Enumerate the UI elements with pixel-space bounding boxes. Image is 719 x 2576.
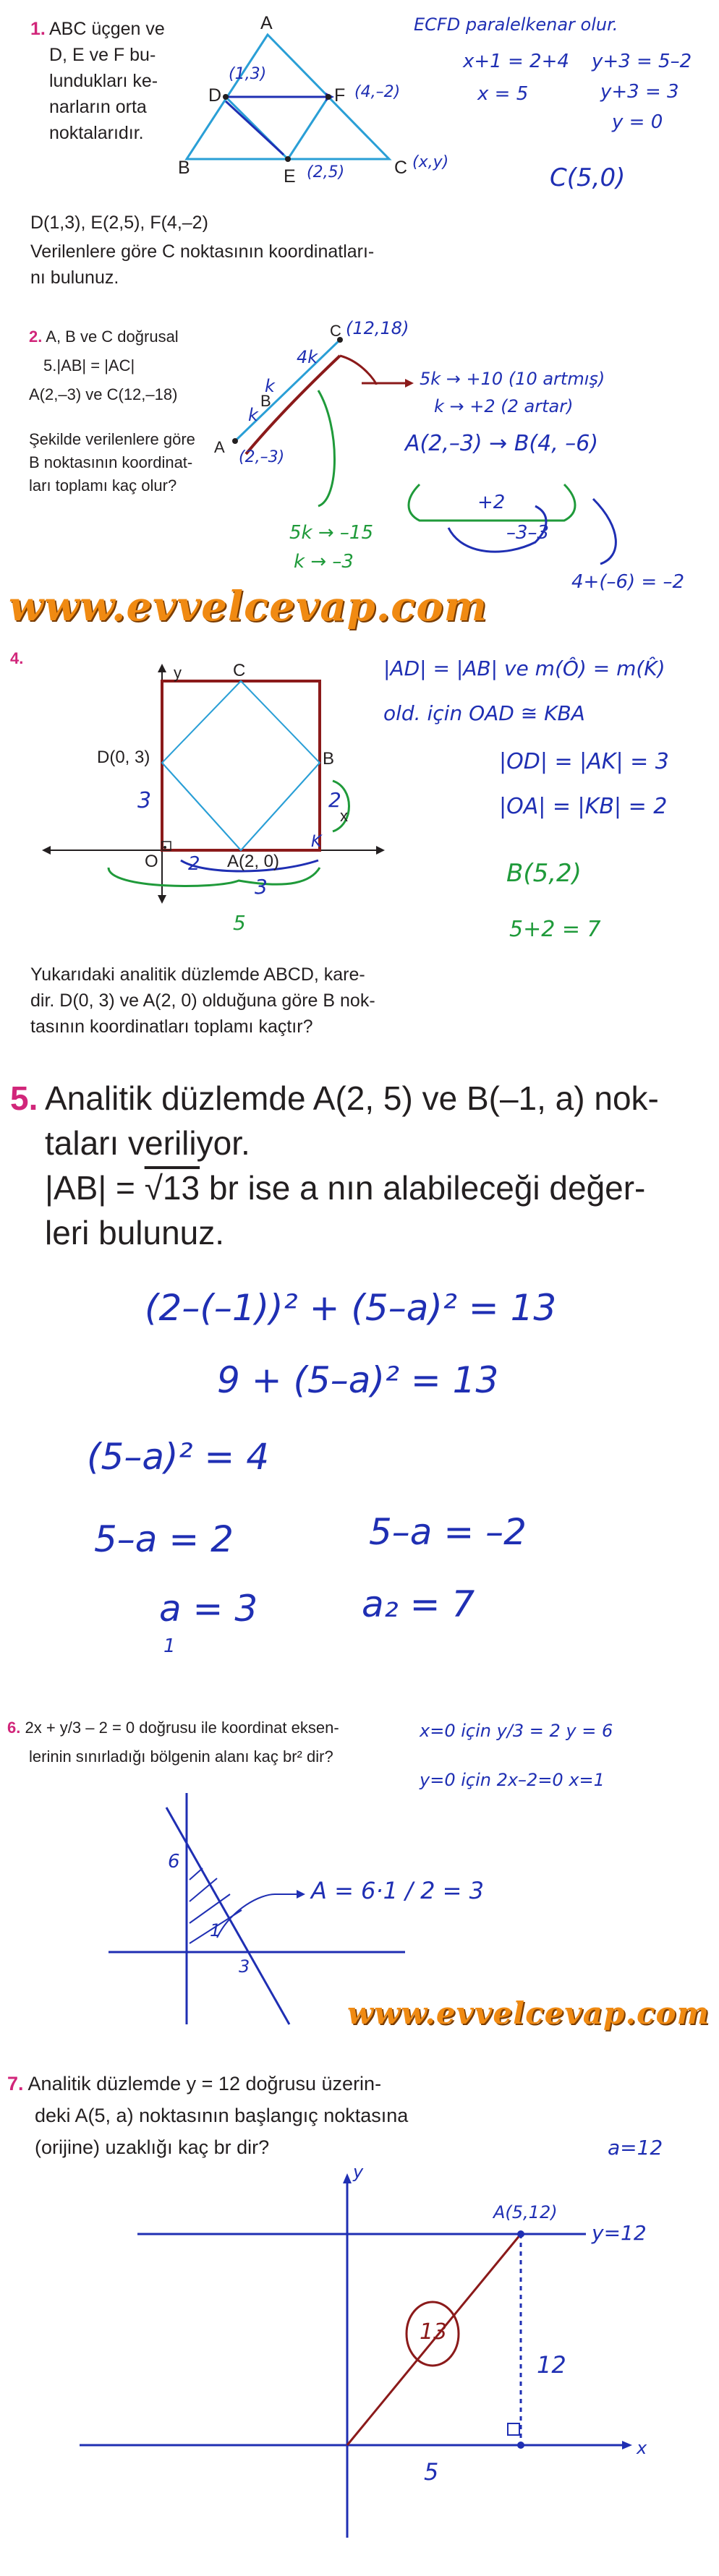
- q2-line: A, B ve C doğrusal: [46, 328, 179, 346]
- q1-label-d: D: [208, 85, 222, 106]
- hw-q6-three: 3: [239, 1956, 250, 1977]
- hw-q1-d: (1,3): [229, 65, 267, 83]
- q7-line: Analitik düzlemde y = 12 doğrusu üzerin-: [27, 2073, 382, 2094]
- q4-question-line: tasının koordinatları toplamı kaçtır?: [30, 1017, 313, 1037]
- hw-q1-answer: C(5,0): [550, 163, 626, 192]
- hw-q2-g2: k → –3: [294, 551, 354, 573]
- q4-axis-x: x: [340, 807, 348, 825]
- q5-ab-label: |AB| =: [45, 1169, 135, 1207]
- q2-label-c: C: [330, 322, 341, 340]
- hw-q2-c: (12,18): [346, 318, 409, 338]
- q5-line: leri bulunuz.: [45, 1214, 225, 1251]
- hw-q4-three2: 3: [255, 875, 268, 899]
- q1-label-b: B: [178, 158, 190, 178]
- q2-line: A(2,–3) ve C(12,–18): [29, 385, 178, 403]
- hw-q2-g1: 5k → –15: [289, 522, 373, 544]
- hw-q4-l3: |OD| = |AK| = 3: [499, 749, 669, 774]
- q5-line: taları veriliyor.: [45, 1124, 250, 1162]
- question-4-number: 4.: [10, 649, 24, 667]
- q2-question-line: ları toplamı kaç olur?: [29, 476, 177, 495]
- hw-q2-4k: 4k: [297, 347, 318, 367]
- hw-q5-e6: a = 3: [159, 1588, 258, 1630]
- q4-label-a: A(2, 0): [227, 852, 280, 871]
- hw-q7-horizontal: 5: [424, 2458, 439, 2486]
- hw-q5-e7: a₂ = 7: [362, 1583, 475, 1625]
- q2-question-line: B noktasının koordinat-: [29, 453, 193, 471]
- hw-q7-line-label: y=12: [592, 2221, 647, 2245]
- q7-line: deki A(5, a) noktasının başlangıç noktasına: [35, 2105, 409, 2126]
- hw-q2-plus2: +2: [477, 492, 506, 513]
- q4-question-line: Yukarıdaki analitik düzlemde ABCD, kare-: [30, 964, 365, 985]
- hw-q4-l4: |OA| = |KB| = 2: [499, 794, 668, 819]
- hw-q5-e2: 9 + (5–a)² = 13: [217, 1359, 499, 1401]
- hw-q1-c: (x,y): [412, 153, 449, 171]
- q5-line: Analitik düzlemde A(2, 5) ve B(–1, a) nok-: [45, 1079, 659, 1117]
- hw-q2-a: (2,–3): [239, 448, 285, 466]
- hw-q4-l1: |AD| = |AB| ve m(Ô) = m(K̂): [383, 656, 665, 680]
- q5-line3-rest: br ise a nın alabileceği değer-: [208, 1169, 646, 1207]
- hw-q2-points: A(2,–3) → B(4, –6): [405, 431, 599, 456]
- hw-q4-l2: old. için OAD ≅ KBA: [383, 701, 585, 725]
- q4-axis-y: y: [174, 664, 182, 682]
- hw-q6-l2: y=0 için 2x–2=0 x=1: [420, 1770, 605, 1790]
- q1-label-e: E: [284, 166, 296, 187]
- question-5-number: 5.: [10, 1079, 38, 1117]
- q1-given: D(1,3), E(2,5), F(4,–2): [30, 213, 208, 233]
- hw-q7-a12: a=12: [608, 2136, 663, 2160]
- hw-q7-point: A(5,12): [493, 2202, 558, 2222]
- hw-q4-g2: 5+2 = 7: [509, 917, 601, 942]
- hw-q4-five: 5: [233, 911, 246, 935]
- hw-q7-x: x: [637, 2438, 647, 2458]
- hw-q2-k2: k: [265, 376, 275, 396]
- question-1-number: 1.: [30, 19, 46, 39]
- hw-q6-one: 1: [210, 1920, 221, 1940]
- hw-q6-six: 6: [168, 1851, 180, 1873]
- q6-line: 2x + y/3 – 2 = 0 doğrusu ile koordinat eksen-: [25, 1719, 339, 1737]
- hw-q1-eq3: y+3 = 5–2: [592, 51, 692, 72]
- hw-q7-hyp: 13: [420, 2319, 448, 2345]
- hw-q4-two2: 2: [328, 788, 341, 812]
- q1-question-line: Verilenlere göre C noktasının koordinatları-: [30, 241, 375, 262]
- q2-label-a: A: [214, 438, 225, 456]
- q2-question-line: Şekilde verilenlere göre: [29, 430, 195, 448]
- hw-q2-r2: k → +2 (2 artar): [434, 396, 574, 416]
- q1-line: noktalarıdır.: [49, 123, 144, 143]
- q1-label-a: A: [260, 13, 273, 33]
- hw-q4-two: 2: [188, 853, 200, 875]
- hw-q2-r1: 5k → +10 (10 artmış): [420, 369, 605, 389]
- q4-label-c: C: [233, 661, 246, 680]
- q4-label-d: D(0, 3): [97, 748, 150, 767]
- q2-label-b: B: [260, 392, 271, 410]
- question-7-number: 7.: [7, 2073, 24, 2094]
- q1-line: narların orta: [49, 97, 147, 117]
- hw-q2-minus3: –3–3: [506, 522, 550, 544]
- q1-label-c: C: [394, 158, 408, 178]
- q1-label-f: F: [334, 85, 346, 106]
- q1-line: ABC üçgen ve: [49, 19, 165, 39]
- hw-q7-vertical: 12: [537, 2351, 566, 2379]
- q5-sqrt13: √13: [144, 1169, 200, 1207]
- hw-q6-area: A = 6·1 / 2 = 3: [311, 1877, 484, 1904]
- hw-q1-eq1: x+1 = 2+4: [463, 51, 569, 72]
- q4-label-b: B: [323, 749, 335, 769]
- hw-q5-e1: (2–(–1))² + (5–a)² = 13: [145, 1287, 557, 1329]
- hw-q4-g1: B(5,2): [506, 859, 582, 888]
- hw-q2-sum: 4+(–6) = –2: [571, 571, 685, 593]
- hw-q6-l1: x=0 için y/3 = 2 y = 6: [420, 1721, 613, 1741]
- q4-axis-o: O: [145, 852, 158, 871]
- hw-q2-k: k: [248, 405, 258, 425]
- q1-line: lundukları ke-: [49, 71, 158, 91]
- question-6-number: 6.: [7, 1719, 21, 1737]
- q1-question-line: nı bulunuz.: [30, 268, 119, 288]
- question-2-number: 2.: [29, 328, 43, 346]
- hw-q4-k: K: [311, 833, 322, 851]
- q4-question-line: dir. D(0, 3) ve A(2, 0) olduğuna göre B nok-: [30, 990, 375, 1011]
- hw-q1-eq2: x = 5: [477, 83, 529, 105]
- q7-line: (orijine) uzaklığı kaç br dir?: [35, 2136, 270, 2158]
- hw-q7-y: y: [353, 2162, 364, 2182]
- hw-q4-three: 3: [137, 788, 152, 813]
- q2-line: 5.|AB| = |AC|: [43, 356, 135, 375]
- watermark: www.evvelcevap.com: [9, 583, 488, 630]
- hw-q1-title: ECFD paralelkenar olur.: [414, 14, 618, 35]
- q2-line-figure: [0, 311, 719, 600]
- q6-line: lerinin sınırladığı bölgenin alanı kaç br² dir?: [29, 1747, 333, 1766]
- watermark: www.evvelcevap.com: [347, 1995, 710, 2031]
- hw-q1-eq5: y = 0: [612, 111, 663, 133]
- hw-q1-eq4: y+3 = 3: [600, 81, 679, 103]
- hw-q5-e4: 5–a = 2: [94, 1518, 234, 1560]
- hw-q1-f: (4,–2): [354, 83, 401, 101]
- hw-q5-sub1: 1: [163, 1635, 176, 1657]
- hw-q1-e: (2,5): [307, 163, 345, 181]
- hw-q5-e3: (5–a)² = 4: [87, 1436, 270, 1478]
- hw-q5-e5: 5–a = –2: [369, 1511, 527, 1553]
- q1-line: D, E ve F bu-: [49, 45, 156, 65]
